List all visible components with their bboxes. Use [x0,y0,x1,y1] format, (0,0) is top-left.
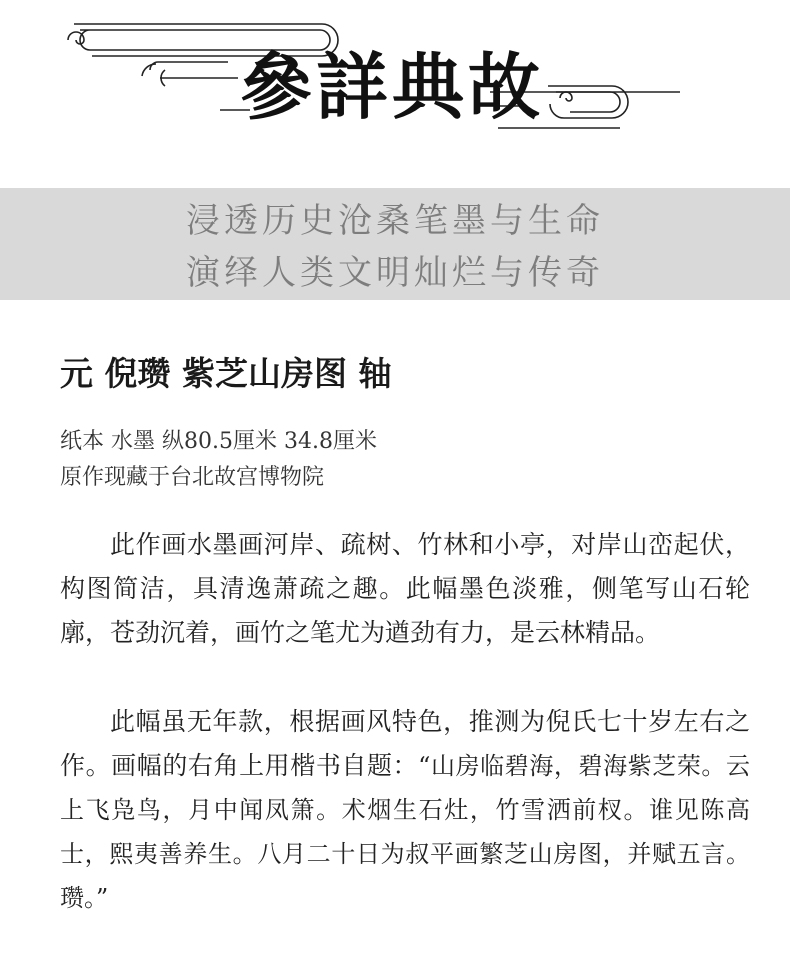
artwork-title: 元 倪瓒 紫芝山房图 轴 [60,354,392,393]
artwork-medium-size: 纸本 水墨 纵80.5厘米 34.8厘米 [60,429,377,454]
paragraph-description: 此作画水墨画河岸、疏树、竹林和小亭，对岸山峦起伏，构图简洁，具清逸萧疏之趣。此幅墨色淡雅，侧笔写山石轮廓，苍劲沉着，画竹之笔尤为遒劲有力，是云林精品。 [60,530,750,647]
artwork-collection: 原作现藏于台北故宫博物院 [60,465,325,490]
motto-banner [0,188,790,300]
section-header [0,0,790,170]
motto-line-1: 浸透历史沧桑笔墨与生命 [186,201,604,241]
paragraph-inscription [60,700,750,920]
motto-line-2: 演绎人类文明灿烂与传奇 [186,253,604,293]
header-title: 參詳典故 [240,44,545,129]
inscription-quote: “山房临碧海，碧海紫芝荣。云上飞凫鸟，月中闻凤箫。术烟生石灶，竹雪洒前杈。谁见陈高士，熙夷善养生。八月二十日为叔平画繁芝山房图，并赋五言。瓒。” [60,752,750,912]
inscription-intro: 此幅虽无年款，根据画风特色，推测为倪氏七十岁左右之作。画幅的右角上用楷书自题： [60,707,750,780]
